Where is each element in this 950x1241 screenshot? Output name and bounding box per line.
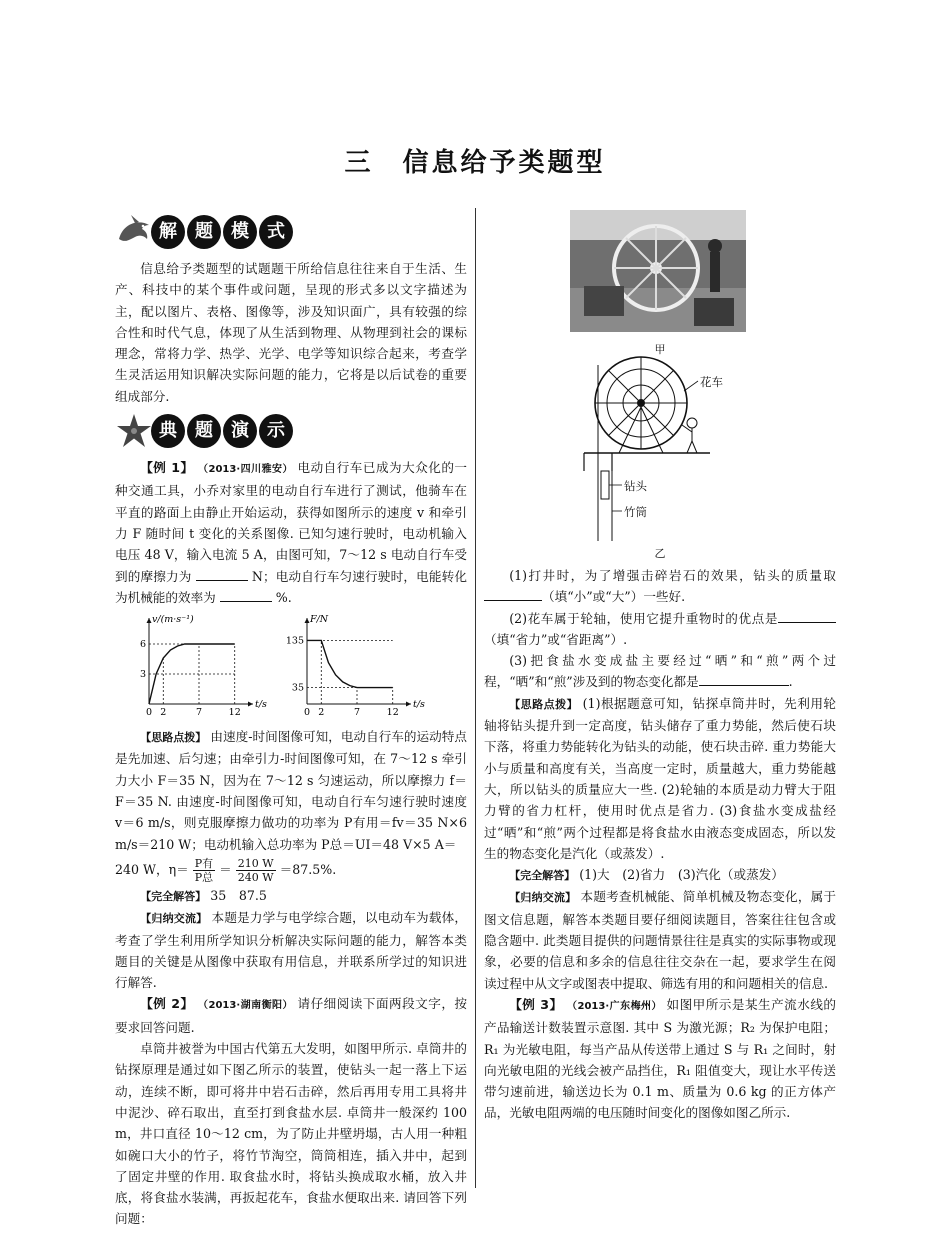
fraction-power-values: $\frac{210 W}{240 W}$ [237, 856, 274, 884]
page-title: 三 信息给予类题型 [344, 148, 606, 178]
figure-jia-caption: 甲 [654, 343, 666, 357]
ex3-text: 如图甲所示是某生产流水线的产品输送计数装置示意图. 其中 S 为激光源；R₂ 为保护电阻；R₁ 为光敏电阻，每当产品从传送带上通过 S 与 R₁ 之间时，射向光敏电阻的光线会被产品挡住，R₁ 阻值变大，现让水平传送带匀速前进，输送边长为 0.1 m、质量为 0.6 kg 的正方体产品，光敏电阻两端的电压随时间变化的图像如图乙所示. [484, 996, 836, 1121]
ex1-charts [115, 612, 467, 724]
section-label-jieti: 解 题 模 式 [151, 215, 293, 249]
ex2-q2: (2)花车属于轮轴，使用它提升重物时的优点是（填“省力”或“省距离”）. [484, 608, 836, 651]
ex2-hint-text: (1)根据题意可知，钻探卓筒井时，先利用轮轴将钻头提升到一定高度，钻头储存了重力势能，然后使石块下落，将重力势能转化为钻头的动能，使石块击碎. 重力势能大小与质量和高度有关，当高度一定时，质量越大，重力势能越大，所以钻头的质量应大一些. (2)轮轴的本质是动力臂大于阻力臂的省力杠杆，使用时优点是省力. (3)食盐水变成盐经过“晒”和“煎”两个过程都是将食盐水由液态变成固态，所以发生的物态变化是汽化（或蒸发）. [484, 695, 836, 861]
ex2-summary-text: 本题考查机械能、简单机械及物态变化，属于图文信息题，解答本类题目要仔细阅读题目，答案往往包含或隐含题中. 此类题目提供的问题情景往往是真实的实际事物或现象，必要的信息和多余的信息往往交杂在一起，要求学生在阅读过程中从文字或图表中提取、筛选有用的和问题相关的信息. [484, 889, 837, 991]
section1-paragraph: 信息给予类题型的试题题干所给信息往往来自于生活、生产、科技中的某个事件或问题，呈现的形式多以文字描述为主，配以图片、表格、图像等，涉及知识面广，具有较强的综合性和时代气息，体现了从生活到物理、从物理到社会的课标理念，常将力学、热学、光学、电学等知识综合起来，考查学生灵活运用知识解决实际问题的能力，它将是以后试卷的重要组成部分. [115, 261, 467, 404]
left-column [115, 208, 467, 1230]
answer-blank [220, 588, 272, 602]
x-tick-label: 7 [353, 707, 361, 719]
y-axis-arrow [147, 618, 152, 623]
x-axis-label: t/s [413, 699, 425, 711]
ex3-question [484, 994, 836, 1124]
x-axis-arrow [248, 702, 253, 707]
ex1-efficiency-formula [115, 855, 467, 885]
formula-result: ＝87.5%. [279, 861, 337, 877]
ex1-summary-text: 本题是力学与电学综合题，以电动车为载体，考查了学生利用所学知识分析解决实际问题的能力，解答本类题目的关键是从图像中获取有用信息，并联系所学过的知识进行解答. [115, 910, 468, 991]
fraction-power-ratio: $\frac{\text{P有}}{\text{P总}}$ [194, 856, 214, 884]
ex2-paragraph: 卓筒井被誉为中国古代第五大发明，如图甲所示. 卓筒井的钻探原理是通过如下图乙所示的装置，使钻头一起一落上下运动，连续不断，即可将井中岩石击碎，然后再用专用工具将井中泥沙、碎石取出，直至打到食盐水层. 卓筒井一般深约 100 m，井口直径 10～12 cm，为了防止井壁坍塌，古人用一种粗如碗口大小的竹子，将竹节淘空，筒筒相连，插入井中，起到了固定井壁的作用. 取食盐水时，将钻头换成取水桶，放入井底，将食盐水装满，再扳起花车，食盐水便取出来. 请回答下列问题： [115, 1041, 467, 1227]
y-tick-label: 3 [139, 669, 146, 681]
section-label-dianti: 典 题 演 示 [151, 414, 293, 448]
ex1-hint-tag: 【思路点拨】 [140, 731, 207, 745]
x-tick-label: 2 [160, 707, 167, 719]
velocity-time-chart [115, 612, 267, 724]
ex1-label: 【例 1】 [140, 460, 194, 476]
ex2-label: 【例 2】 [140, 996, 194, 1012]
x-tick-label: 12 [386, 707, 399, 719]
answer-blank [196, 567, 248, 581]
ex1-source: （2013·四川雅安） [198, 464, 294, 476]
ex2-q3: (3)把食盐水变成盐主要经过“晒”和“煎”两个过程，“晒”和“煎”涉及到的物态变化都是 . [484, 653, 836, 690]
ex1-text-c: %. [275, 589, 292, 605]
well-photo [484, 208, 836, 336]
ex2-source: （2013·湖南衡阳） [198, 1000, 294, 1012]
formula-prefix: 240 W，η＝ [115, 861, 189, 877]
answer-blank [699, 672, 789, 686]
ex2-question [115, 993, 467, 1038]
y-axis-label: F/N [310, 614, 329, 626]
column-divider [475, 208, 476, 1188]
y-tick-label: 6 [139, 639, 146, 651]
ex1-question [115, 457, 467, 608]
ex1-answer-text: 35 87.5 [210, 887, 267, 903]
x-tick-label: 0 [303, 707, 311, 719]
x-tick-label: 0 [145, 707, 153, 719]
y-axis-label: v/(m·s⁻¹) [152, 614, 194, 626]
ex2-answer-text: (1)大 (2)省力 (3)汽化（或蒸发） [579, 867, 784, 883]
answer-blank [484, 587, 542, 601]
ex2-hint [484, 693, 836, 864]
x-tick-label: 2 [318, 707, 325, 719]
ex1-text-b: N；电动自行车匀速行驶时，电能转化为机械能的效率为 [115, 568, 467, 605]
x-tick-label: 12 [228, 707, 241, 719]
ex3-label: 【例 3】 [509, 996, 563, 1012]
ex1-hint-text: 由速度-时间图像可知，电动自行车的运动特点是先加速、后匀速；由牵引力-时间图像可知，在 7～12 s 牵引力大小 F＝35 N，因为在 7～12 s 匀速运动，所以摩擦力 f＝F＝35 N. 由速度-时间图像可知，电动自行车匀速行驶时速度 v＝6 m/s，则克服摩擦力做功的功率为 P有用＝fv＝35 N×6 m/s＝210 W；电动机输入总功率为 P总＝UI＝48 V×5 A＝ [115, 729, 467, 852]
ex2-answer-tag: 【完全解答】 [509, 869, 576, 883]
section-header-dianti [115, 409, 467, 453]
ex1-answer-tag: 【完全解答】 [140, 889, 207, 903]
ex3-source: （2013·广东梅州） [567, 1000, 663, 1012]
ex2-answer [484, 864, 836, 886]
label-huache: 花车 [700, 375, 723, 389]
label-zhutong: 竹筒 [624, 505, 647, 519]
section-header-jieti [115, 210, 467, 254]
series-line [307, 641, 393, 688]
ex2-text: 请仔细阅读下面两段文字，按要求回答问题. [115, 996, 467, 1035]
x-tick-label: 7 [195, 707, 203, 719]
figure-jia [484, 208, 836, 357]
ex2-hint-tag: 【思路点拨】 [509, 697, 579, 711]
equals-sign: ＝ [219, 861, 232, 877]
answer-blank [778, 609, 836, 623]
starfish-icon [115, 412, 153, 450]
winch-diagram [484, 353, 836, 549]
ex1-answer [115, 885, 467, 907]
y-axis-arrow [305, 618, 310, 623]
dolphin-icon [115, 213, 153, 251]
ex1-hint [115, 726, 467, 855]
label-zuantou: 钻头 [624, 479, 647, 493]
ex1-summary-tag: 【归纳交流】 [140, 912, 208, 926]
ex1-text-a: 电动自行车已成为大众化的一种交通工具，小乔对家里的电动自行车进行了测试，他骑车在平直的路面上由静止开始运动，获得如图所示的速度 v 和牵引力 F 随时间 t 变化的关系图像. 已知匀速行驶时，电动机输入电压 48 V，输入电流 5 A，由图可知，7～12 s 电动自行车受到的摩擦力为 [115, 460, 467, 584]
y-tick-label: 35 [291, 682, 304, 694]
y-tick-label: 135 [285, 635, 304, 647]
ex2-summary [484, 886, 836, 993]
ex2-summary-tag: 【归纳交流】 [509, 891, 577, 905]
right-column [484, 208, 836, 1124]
figure-yi-caption: 乙 [654, 547, 666, 560]
ex2-q1: (1)打井时，为了增强击碎岩石的效果，钻头的质量取（填“小”或“大”）一些好. [484, 565, 836, 608]
figure-yi [484, 353, 836, 565]
x-axis-arrow [406, 702, 411, 707]
force-time-chart [273, 612, 425, 724]
x-axis-label: t/s [255, 699, 267, 711]
ex1-summary [115, 907, 467, 993]
